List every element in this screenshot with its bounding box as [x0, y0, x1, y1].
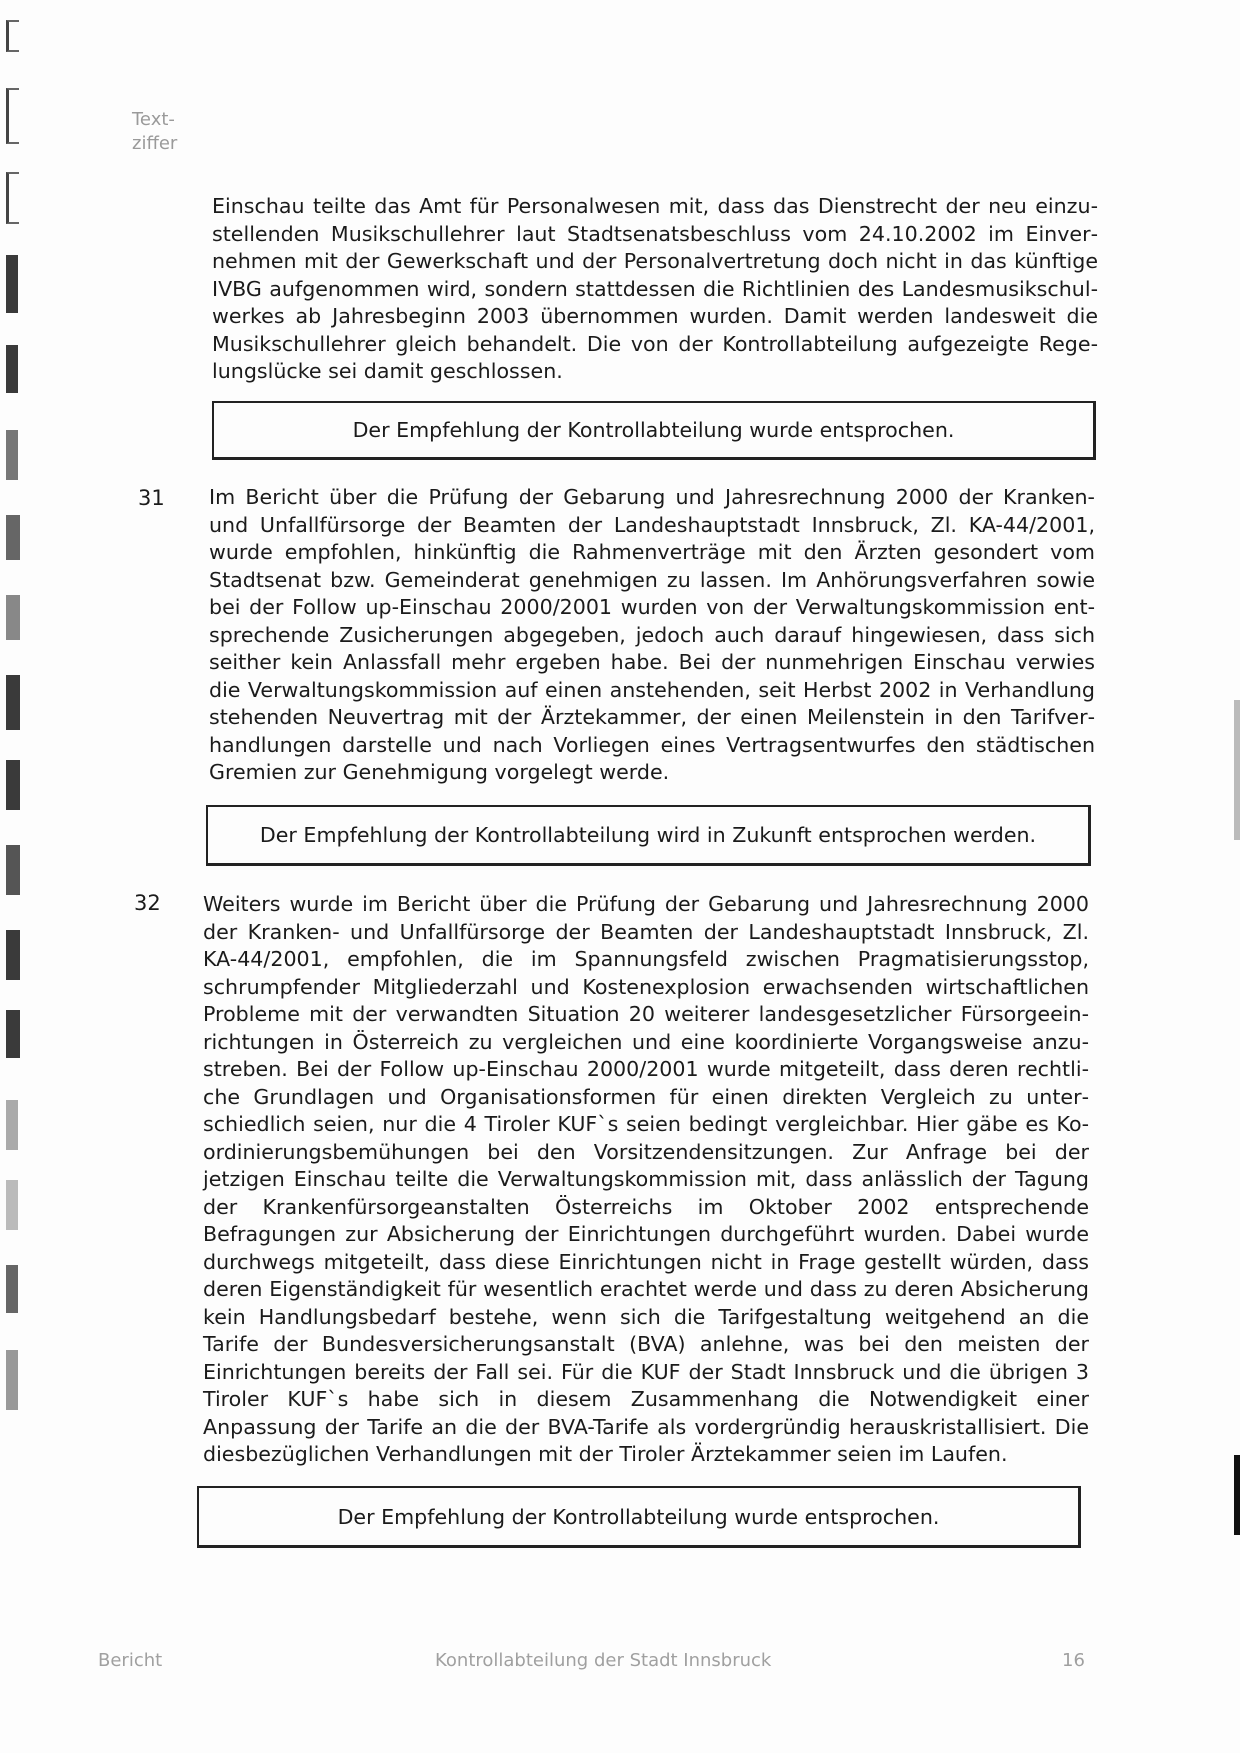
paragraph-32: Weiters wurde im Bericht über die Prüfung der Gebarung und Jahresrechnung 2000 der Kranken- und Unfallfürsorge der Beamten der Landeshauptstadt Innsbruck, Zl. KA-44/2001, empfohlen, die im Spannungsfeld zwischen Pragmatisierungsstop, schrumpfender Mitgliederzahl und Kostenexplosion erwachsenden wirtschaftlichen Probleme mit der verwandten Situation 20 weiterer landesgesetzlicher Fürsorgeeinrichtungen in Österreich zu vergleichen und eine koordinierte Vorgangsweise anzustreben. Bei der Follow up-Einschau 2000/2001 wurde mitgeteilt, dass deren rechtliche Grundlagen und Organisationsformen für einen direkten Vergleich zu unterschiedlich seien, nur die 4 Tiroler KUF`s seien bedingt vergleichbar. Hier gäbe es Koordinierungsbemühungen bei den Vorsitzendensitzungen. Zur Anfrage bei der jetzigen Einschau teilte die Verwaltungskommission mit, dass anlässlich der Tagung der Krankenfürsorgeanstalten Österreichs im Oktober 2002 entsprechende Befragungen zur Absicherung der Einrichtungen durchgeführt wurden. Dabei wurde durchwegs mitgeteilt, dass diese Einrichtungen nicht in Frage gestellt würden, dass deren Eigenständigkeit für wesentlich erachtet werde und dass zu deren Absicherung kein Handlungsbedarf bestehe, wenn sich die Tarifgestaltung weitgehend an die Tarife der Bundesversicherungsanstalt (BVA) anlehne, was bei den meisten der Einrichtungen bereits der Fall sei. Für die KUF der Stadt Innsbruck und die übrigen 3 Tiroler KUF`s habe sich in diesem Zusammenhang die Notwendigkeit einer Anpassung der Tarife an die der BVA-Tarife als vordergründig herauskristallisiert. Die diesbezüglichen Verhandlungen mit der Tiroler Ärztekammer seien im Laufen. [203, 892, 1089, 1466]
footer-center-label: Kontrollabteilung der Stadt Innsbruck [435, 1650, 772, 1671]
margin-label-textziffer: Text- ziffer [132, 109, 178, 154]
verdict-box-2: Der Empfehlung der Kontrollabteilung wird in Zukunft entsprochen werden. [206, 805, 1091, 866]
paragraph-number-32: 32 [134, 891, 161, 915]
paragraph-number-31: 31 [138, 486, 165, 510]
footer-left-label: Bericht [98, 1650, 163, 1671]
paragraph-continuation: Einschau teilte das Amt für Personalwesen mit, dass das Dienstrecht der neu einzustellenden Musikschullehrer laut Stadtsenatsbeschluss vom 24.10.2002 im Einvernehmen mit der Gewerkschaft und der Personalvertretung doch nicht in das künftige IVBG aufgenommen wird, sondern stattdessen die Richtlinien des Landesmusikschulwerkes ab Jahresbeginn 2003 übernommen wurden. Damit werden landesweit die Musikschullehrer gleich behandelt. Die von der Kontrollabteilung aufgezeigte Regelungslücke sei damit geschlossen. [212, 194, 1098, 383]
paragraph-31: Im Bericht über die Prüfung der Gebarung und Jahresrechnung 2000 der Kranken- und Unfallfürsorge der Beamten der Landeshauptstadt Innsbruck, Zl. KA-44/2001, wurde empfohlen, hinkünftig die Rahmenverträge mit den Ärzten gesondert vom Stadtsenat bzw. Gemeinderat genehmigen zu lassen. Im Anhörungsverfahren sowie bei der Follow up-Einschau 2000/2001 wurden von der Verwaltungskommission entsprechende Zusicherungen abgegeben, jedoch auch darauf hingewiesen, dass sich seither kein Anlassfall mehr ergeben habe. Bei der nunmehrigen Einschau verwies die Verwaltungskommission auf einen anstehenden, seit Herbst 2002 in Verhandlung stehenden Neuvertrag mit der Ärztekammer, der einen Meilenstein in den Tarifverhandlungen darstelle und nach Vorliegen eines Vertragsentwurfes den städtischen Gremien zur Genehmigung vorgelegt werde. [209, 485, 1095, 784]
footer-page-number: 16 [1062, 1650, 1085, 1671]
scan-edge-marks [0, 0, 30, 1753]
verdict-box-3: Der Empfehlung der Kontrollabteilung wurde entsprochen. [197, 1486, 1081, 1548]
scan-right-edge [1232, 0, 1240, 1753]
verdict-box-1: Der Empfehlung der Kontrollabteilung wurde entsprochen. [212, 401, 1096, 460]
